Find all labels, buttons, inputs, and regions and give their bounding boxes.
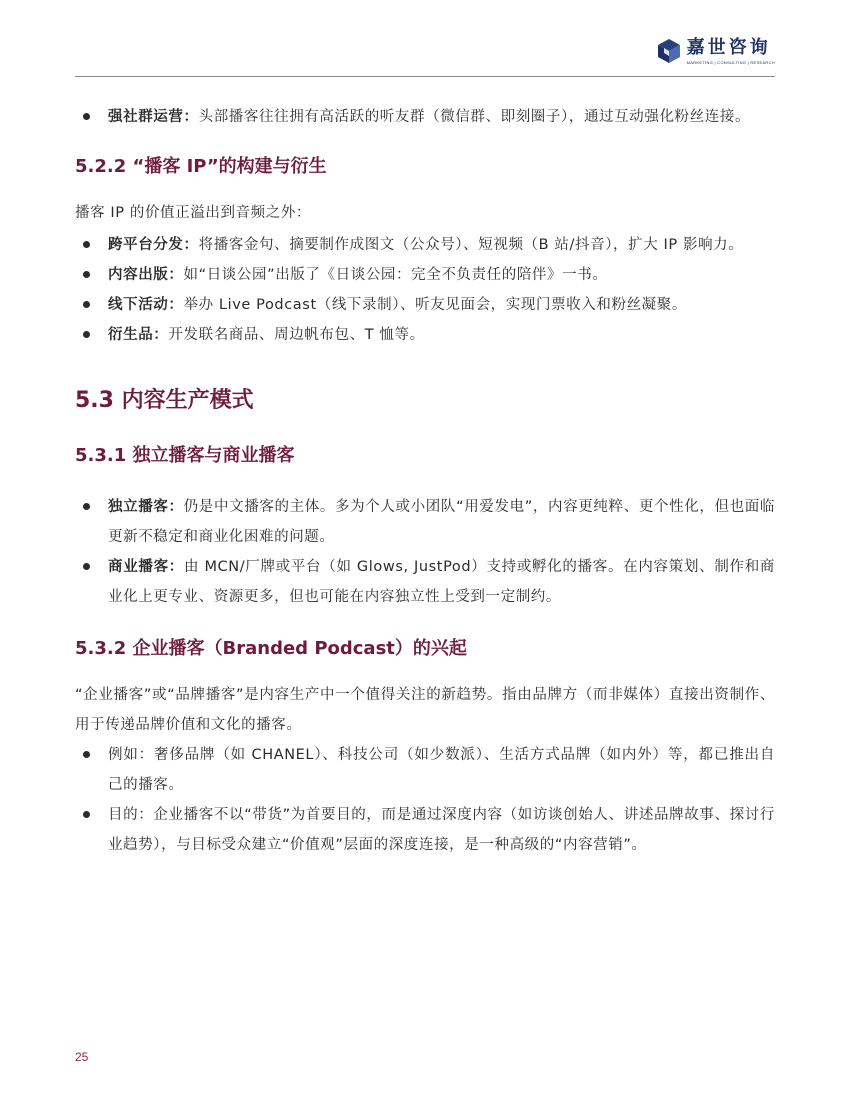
bullet-text: 开发联名商品、周边帆布包、T 恤等。: [168, 327, 425, 343]
bullet-text: 将播客金句、摘要制作成图文（公众号）、短视频（B 站/抖音），扩大 IP 影响力。: [198, 237, 744, 253]
bullet-icon: [83, 563, 90, 570]
section-heading-5-3-1: 5.3.1 独立播客与商业播客: [75, 445, 295, 466]
list-item: [75, 740, 775, 800]
list-item: [75, 492, 775, 552]
page-header: [75, 34, 775, 77]
list-item: [75, 290, 775, 320]
bullet-icon: [83, 331, 90, 338]
list-item: [75, 552, 775, 612]
bullet-label: 线下活动：: [108, 297, 184, 313]
bullet-text: 目的：企业播客不以“带货”为首要目的，而是通过深度内容（如访谈创始人、讲述品牌故事、探讨行业趋势），与目标受众建立“价值观”层面的深度连接，是一种高级的“内容营销”。: [108, 807, 775, 853]
list-item: [75, 102, 775, 132]
bullet-label: 商业播客：: [108, 559, 184, 575]
bullet-text: 例如：奢侈品牌（如 CHANEL）、科技公司（如少数派）、生活方式品牌（如内外）等，都已推出自己的播客。: [108, 747, 775, 793]
bullet-icon: [83, 241, 90, 248]
page-number: 25: [75, 1050, 89, 1064]
document-body: [75, 102, 775, 860]
section-intro: “企业播客”或“品牌播客”是内容生产中一个值得关注的新趋势。指由品牌方（而非媒体）直接出资制作、用于传递品牌价值和文化的播客。: [75, 687, 775, 733]
logo-name: 嘉世咨询: [686, 37, 771, 58]
bullet-text: 举办 Live Podcast（线下录制）、听友见面会，实现门票收入和粉丝凝聚。: [183, 297, 687, 313]
bullet-icon: [83, 113, 90, 120]
section-heading-5-2-2: 5.2.2 “播客 IP”的构建与衍生: [75, 156, 327, 177]
bullet-label: 独立播客：: [108, 499, 184, 515]
list-item: [75, 260, 775, 290]
list-item: [75, 800, 775, 860]
bullet-label: 内容出版：: [108, 267, 184, 283]
logo-tagline: MARKETING | CONSULTING | RESEARCH: [686, 60, 775, 65]
section-heading-5-3: 5.3 内容生产模式: [75, 388, 254, 413]
bullet-label: 强社群运营：: [108, 109, 199, 125]
section-intro: 播客 IP 的价值正溢出到音频之外：: [75, 205, 312, 221]
bullet-text: 头部播客往往拥有高活跃的听友群（微信群、即刻圈子），通过互动强化粉丝连接。: [198, 109, 751, 125]
bullet-label: 跨平台分发：: [108, 237, 199, 253]
cube-logo-icon: [656, 38, 682, 64]
bullet-label: 衍生品：: [108, 327, 169, 343]
bullet-icon: [83, 751, 90, 758]
section-heading-5-3-2: 5.3.2 企业播客（Branded Podcast）的兴起: [75, 638, 467, 659]
list-item: [75, 320, 775, 350]
company-logo: [656, 36, 775, 72]
list-item: [75, 230, 775, 260]
bullet-text: 由 MCN/厂牌或平台（如 Glows, JustPod）支持或孵化的播客。在内容策划、制作和商业化上更专业、资源更多，但也可能在内容独立性上受到一定制约。: [108, 559, 775, 605]
bullet-icon: [83, 811, 90, 818]
bullet-icon: [83, 301, 90, 308]
bullet-text: 如“日谈公园”出版了《日谈公园：完全不负责任的陪伴》一书。: [183, 267, 608, 283]
bullet-icon: [83, 503, 90, 510]
bullet-icon: [83, 271, 90, 278]
bullet-text: 仍是中文播客的主体。多为个人或小团队“用爱发电”，内容更纯粹、更个性化，但也面临更新不稳定和商业化困难的问题。: [108, 499, 775, 545]
